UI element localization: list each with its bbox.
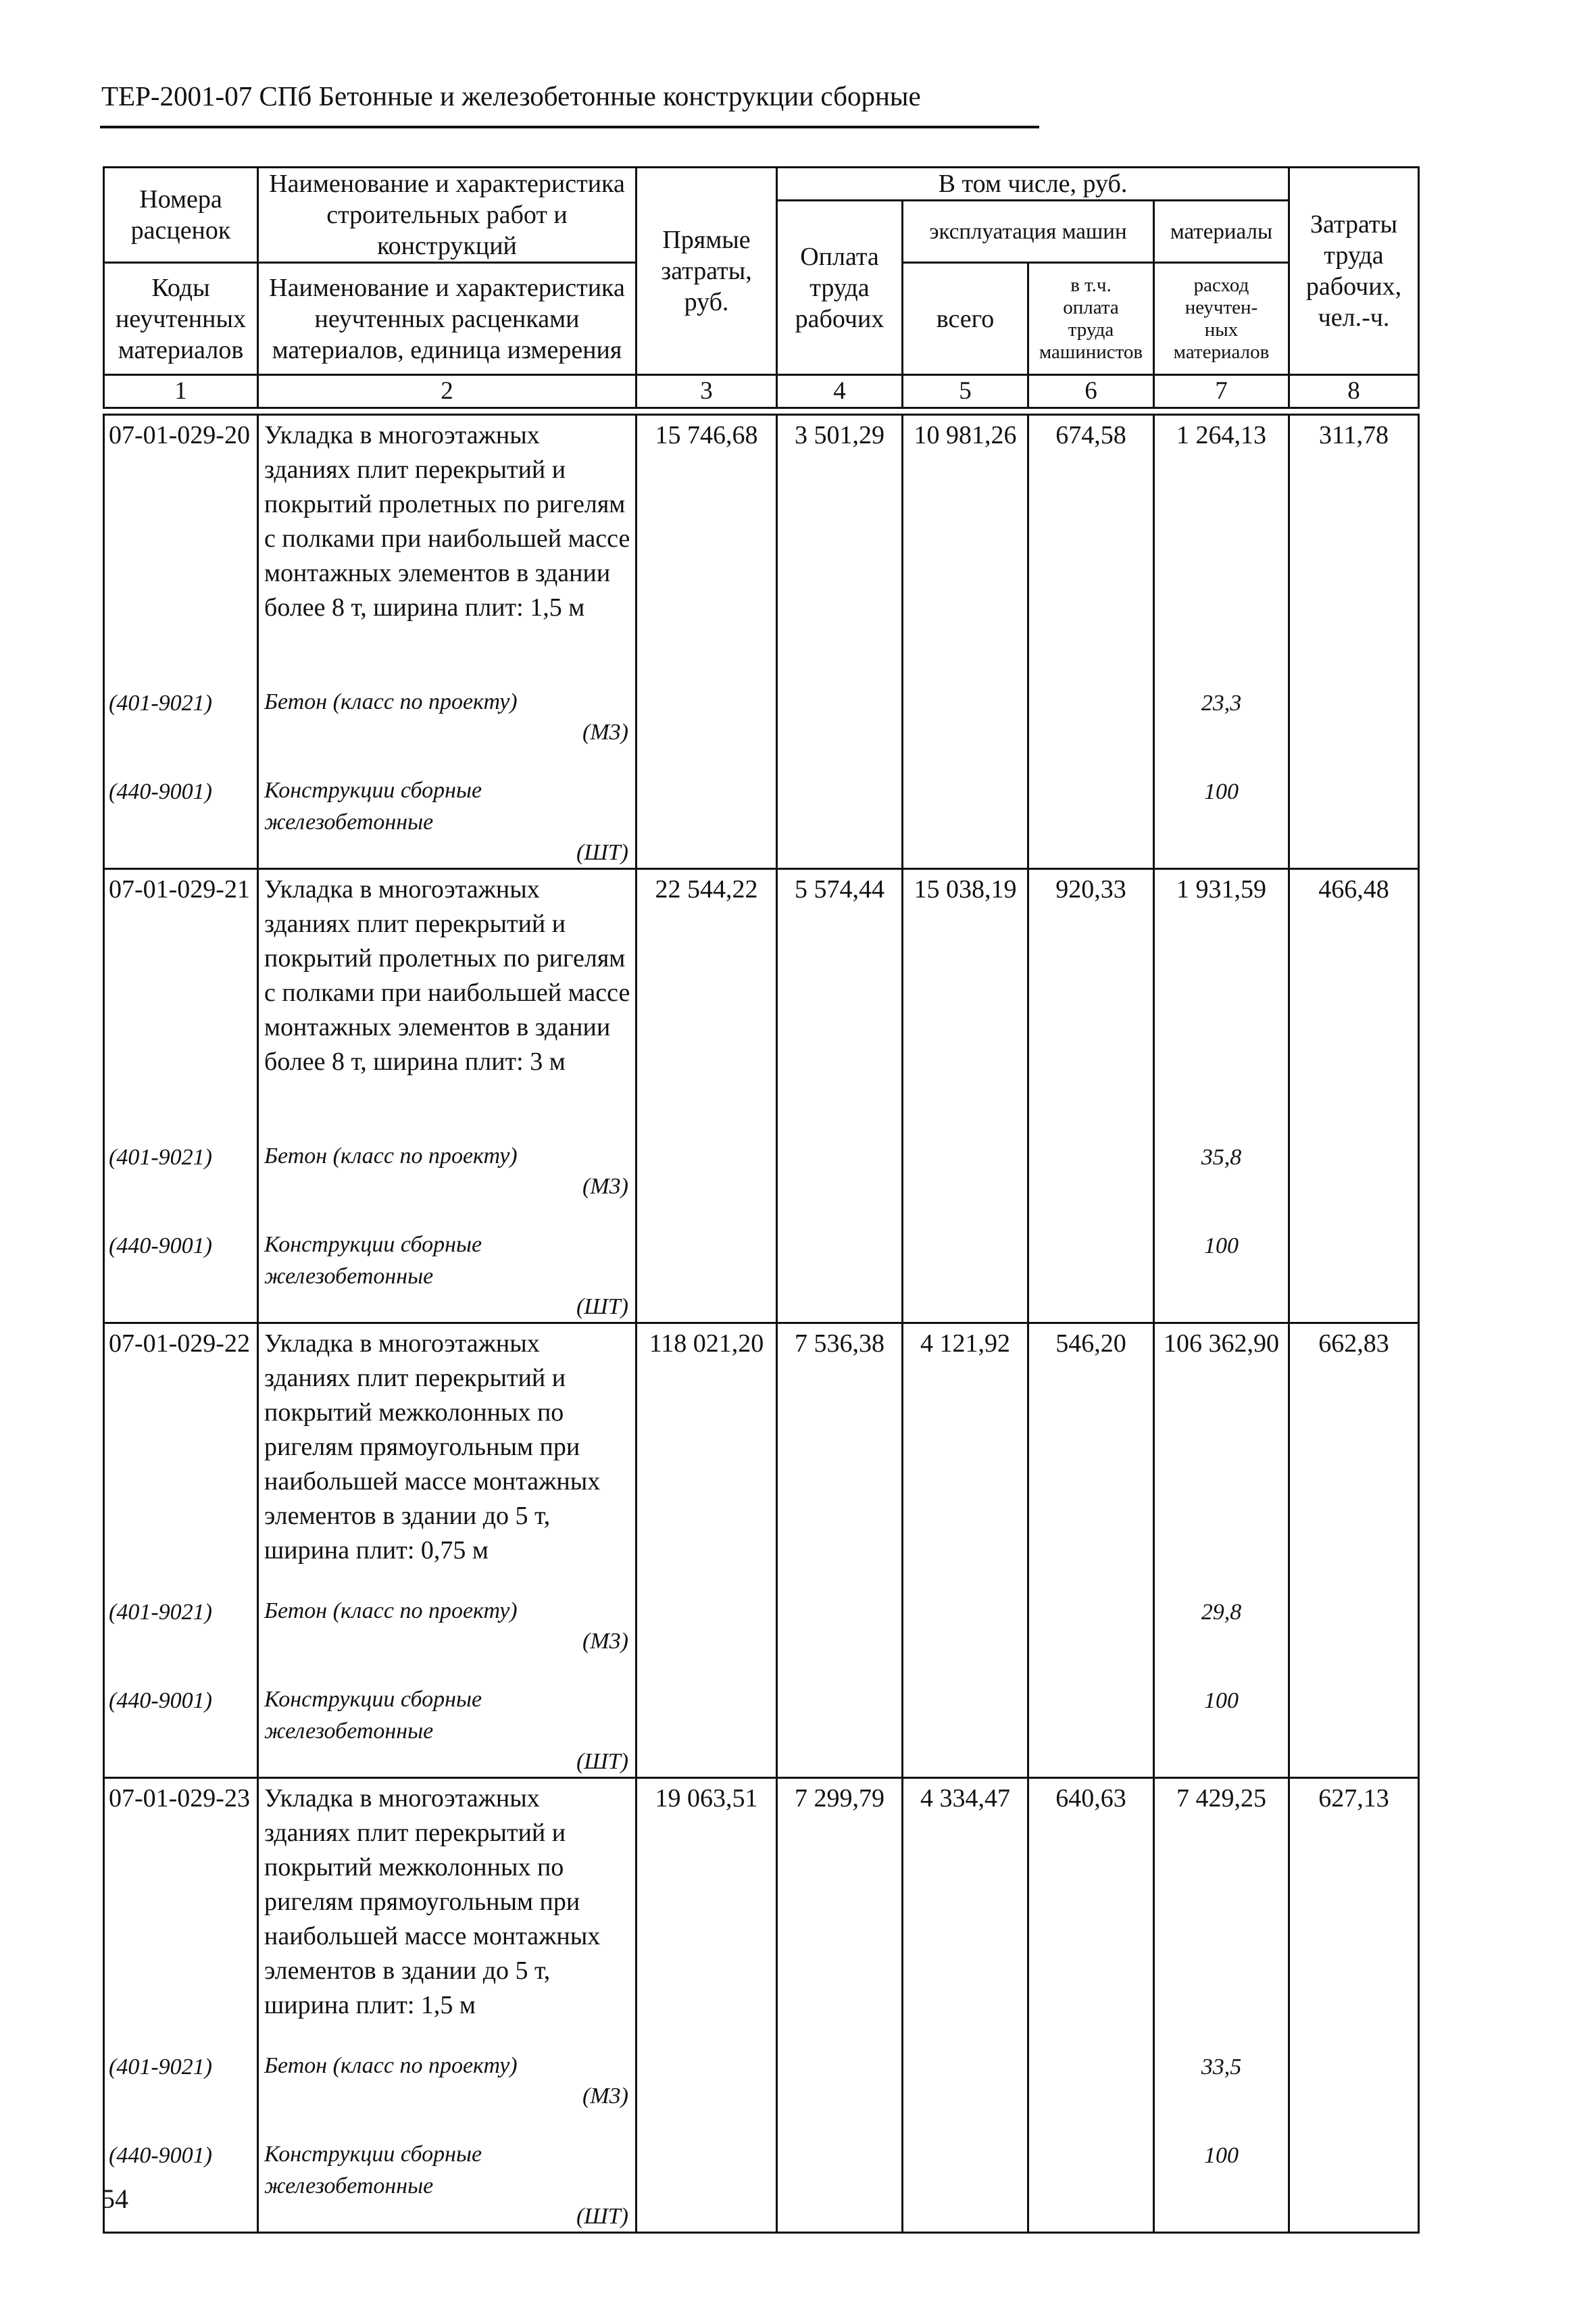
work-description: Укладка в многоэтажных зданиях плит перекрытий и покрытий межколонных по ригелям прямоугольным при наибольшей массе монтажных элементов в здании до 5 т, ширина плит: 0,75 м (258, 1323, 637, 1569)
table-row (104, 415, 1419, 660)
work-description: Укладка в многоэтажных зданиях плит перекрытий и покрытий пролетных по ригелям с полками при наибольшей массе монтажных элементов в здании более 8 т, ширина плит: 3 м (258, 869, 637, 1114)
column-number: 5 (903, 375, 1028, 408)
material-row (104, 1656, 1419, 1778)
material-name: Бетон (класс по проекту) (М3) (258, 1113, 637, 1202)
material-name: Бетон (класс по проекту) (М3) (258, 2023, 637, 2111)
material-row (104, 747, 1419, 869)
work-description: Укладка в многоэтажных зданиях плит перекрытий и покрытий межколонных по ригелям прямоугольным при наибольшей массе монтажных элементов в здании до 5 т, ширина плит: 1,5 м (258, 1778, 637, 2023)
material-code: (440-9001) (104, 747, 258, 869)
title-rule (100, 126, 1039, 128)
table-row (104, 869, 1419, 1114)
work-description: Укладка в многоэтажных зданиях плит перекрытий и покрытий пролетных по ригелям с полками при наибольшей массе монтажных элементов в здании более 8 т, ширина плит: 1,5 м (258, 415, 637, 660)
header-including: В том числе, руб. (777, 168, 1289, 201)
worker-pay: 7 299,79 (777, 1778, 903, 2023)
machines-total: 4 121,92 (903, 1323, 1028, 1569)
material-unit: (М3) (582, 2084, 628, 2109)
column-number: 6 (1028, 375, 1154, 408)
labor-hours: 662,83 (1289, 1323, 1419, 1569)
header-material-names: Наименование и характеристика неучтенных расценками материалов, единица измерения (258, 263, 637, 375)
worker-pay: 3 501,29 (777, 415, 903, 660)
labor-hours: 466,48 (1289, 869, 1419, 1114)
direct-costs: 22 544,22 (637, 869, 777, 1114)
material-row (104, 1113, 1419, 1202)
rate-code: 07-01-029-22 (104, 1323, 258, 1569)
machines-total: 4 334,47 (903, 1778, 1028, 2023)
header-material-codes: Коды неучтенных материалов (104, 263, 258, 375)
material-name: Конструкции сборные железобетонные (ШТ) (258, 1656, 637, 1778)
material-row (104, 2023, 1419, 2111)
material-consumption: 35,8 (1154, 1113, 1289, 1202)
material-row (104, 1202, 1419, 1323)
material-consumption: 100 (1154, 747, 1289, 869)
material-code: (440-9001) (104, 2111, 258, 2233)
machines-total: 10 981,26 (903, 415, 1028, 660)
material-consumption: 33,5 (1154, 2023, 1289, 2111)
table-row (104, 1778, 1419, 2023)
material-consumption: 29,8 (1154, 1568, 1289, 1656)
material-name: Бетон (класс по проекту) (М3) (258, 1568, 637, 1656)
operator-pay: 674,58 (1028, 415, 1154, 660)
column-number: 7 (1154, 375, 1289, 408)
header-operator-pay: в т.ч. оплата труда машинистов (1028, 263, 1154, 375)
material-consumption: 100 (1154, 2111, 1289, 2233)
header-unaccounted-materials: расход неучтен- ных материалов (1154, 263, 1289, 375)
material-unit: (ШТ) (576, 1294, 628, 1319)
operator-pay: 546,20 (1028, 1323, 1154, 1569)
materials-cost: 1 931,59 (1154, 869, 1289, 1114)
material-code: (401-9021) (104, 2023, 258, 2111)
header-materials: материалы (1154, 201, 1289, 263)
machines-total: 15 038,19 (903, 869, 1028, 1114)
direct-costs: 19 063,51 (637, 1778, 777, 2023)
material-consumption: 100 (1154, 1202, 1289, 1323)
material-name: Бетон (класс по проекту) (М3) (258, 659, 637, 747)
column-number: 4 (777, 375, 903, 408)
material-name: Конструкции сборные железобетонные (ШТ) (258, 1202, 637, 1323)
material-unit: (ШТ) (576, 840, 628, 865)
labor-hours: 311,78 (1289, 415, 1419, 660)
material-name: Конструкции сборные железобетонные (ШТ) (258, 747, 637, 869)
material-code: (440-9001) (104, 1656, 258, 1778)
rate-code: 07-01-029-23 (104, 1778, 258, 2023)
direct-costs: 118 021,20 (637, 1323, 777, 1569)
material-row (104, 659, 1419, 747)
material-row (104, 2111, 1419, 2233)
material-unit: (ШТ) (576, 1749, 628, 1774)
material-code: (401-9021) (104, 659, 258, 747)
header-labor-hours: Затраты труда рабочих, чел.-ч. (1289, 168, 1419, 375)
table-header (103, 166, 1420, 409)
worker-pay: 7 536,38 (777, 1323, 903, 1569)
rate-code: 07-01-029-21 (104, 869, 258, 1114)
header-rate-numbers: Номера расценок (104, 168, 258, 263)
header-machines-total: всего (903, 263, 1028, 375)
table-row (104, 1323, 1419, 1569)
material-name: Конструкции сборные железобетонные (ШТ) (258, 2111, 637, 2233)
material-code: (401-9021) (104, 1568, 258, 1656)
worker-pay: 5 574,44 (777, 869, 903, 1114)
column-number: 8 (1289, 375, 1419, 408)
column-number: 1 (104, 375, 258, 408)
materials-cost: 7 429,25 (1154, 1778, 1289, 2023)
header-machine-operation: эксплуатация машин (903, 201, 1154, 263)
material-row (104, 1568, 1419, 1656)
operator-pay: 640,63 (1028, 1778, 1154, 2023)
operator-pay: 920,33 (1028, 869, 1154, 1114)
column-number: 3 (637, 375, 777, 408)
material-unit: (М3) (582, 1174, 628, 1199)
material-consumption: 100 (1154, 1656, 1289, 1778)
material-unit: (ШТ) (576, 2204, 628, 2229)
rates-table (103, 414, 1420, 2234)
column-number: 2 (258, 375, 637, 408)
material-unit: (М3) (582, 1629, 628, 1654)
material-code: (401-9021) (104, 1113, 258, 1202)
header-direct-costs: Прямые затраты, руб. (637, 168, 777, 375)
materials-cost: 106 362,90 (1154, 1323, 1289, 1569)
page-number: 54 (101, 2184, 128, 2214)
materials-cost: 1 264,13 (1154, 415, 1289, 660)
rate-code: 07-01-029-20 (104, 415, 258, 660)
direct-costs: 15 746,68 (637, 415, 777, 660)
header-worker-pay: Оплата труда рабочих (777, 201, 903, 375)
header-work-name: Наименование и характеристика строительных работ и конструкций (258, 168, 637, 263)
material-code: (440-9001) (104, 1202, 258, 1323)
material-unit: (М3) (582, 720, 628, 745)
page-title: ТЕР-2001-07 СПб Бетонные и железобетонные конструкции сборные (101, 80, 921, 112)
material-consumption: 23,3 (1154, 659, 1289, 747)
labor-hours: 627,13 (1289, 1778, 1419, 2023)
